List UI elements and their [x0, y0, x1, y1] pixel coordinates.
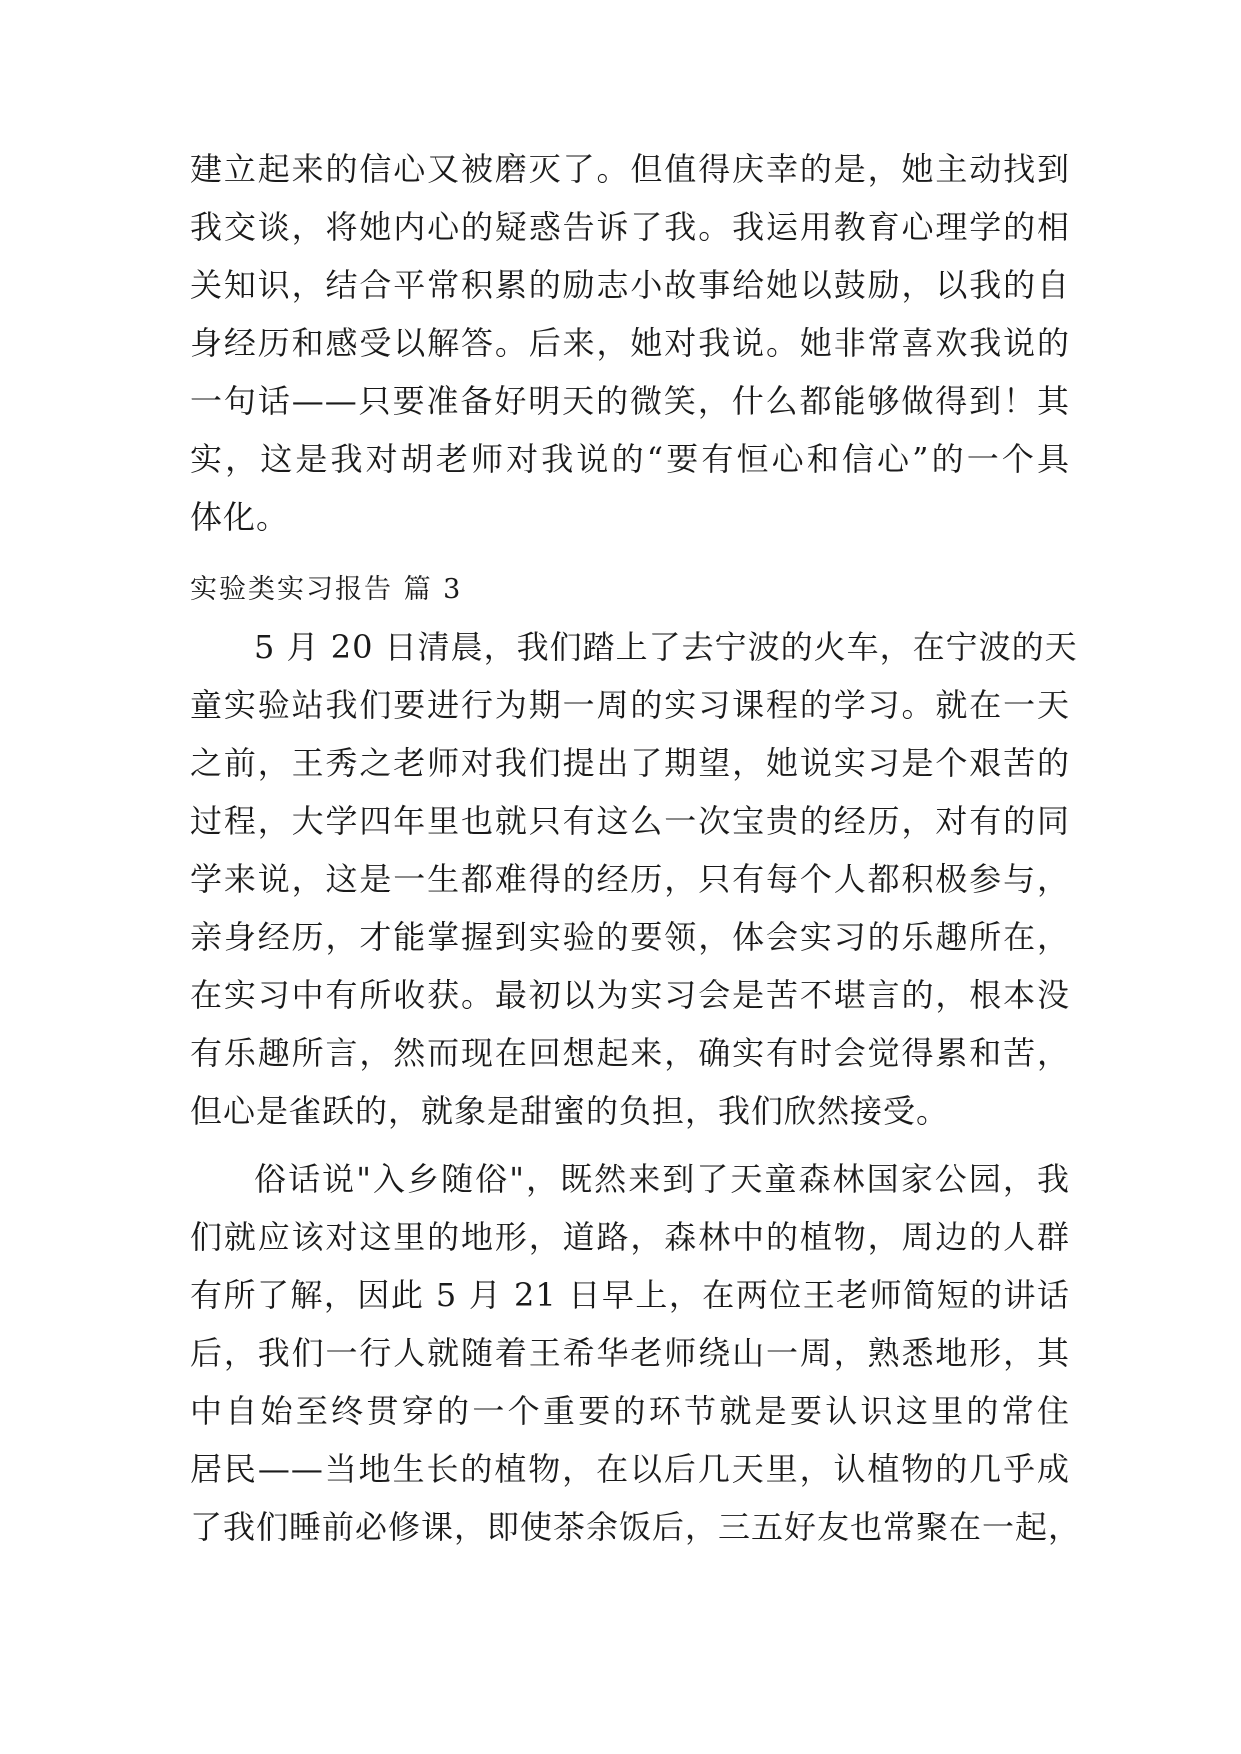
- paragraph-3: [190, 1150, 1082, 1556]
- paragraph-line: 在实习中有所收获。最初以为实习会是苦不堪言的，根本没: [190, 976, 1070, 1014]
- paragraph-line: 亲身经历，才能掌握到实验的要领，体会实习的乐趣所在，: [190, 918, 1070, 956]
- section-title: 实验类实习报告 篇 3: [190, 574, 463, 605]
- paragraph-line: 有乐趣所言，然而现在回想起来，确实有时会觉得累和苦，: [190, 1034, 1070, 1072]
- paragraph-line: 居民——当地生长的植物，在以后几天里，认植物的几乎成: [190, 1450, 1070, 1488]
- paragraph-line: 一句话——只要准备好明天的微笑，什么都能够做得到！其: [190, 382, 1070, 420]
- section-heading: [190, 561, 1070, 619]
- paragraph-line: 俗话说"入乡随俗"，既然来到了天童森林国家公园，我: [254, 1160, 1070, 1198]
- paragraph-line: 有所了解，因此 5 月 21 日早上，在两位王老师简短的讲话: [190, 1276, 1070, 1314]
- paragraph-line: 5 月 20 日清晨，我们踏上了去宁波的火车，在宁波的天: [254, 628, 1078, 666]
- paragraph-line: 过程，大学四年里也就只有这么一次宝贵的经历，对有的同: [190, 802, 1070, 840]
- paragraph-line: 建立起来的信心又被磨灭了。但值得庆幸的是，她主动找到: [190, 150, 1070, 188]
- paragraph-line: 学来说，这是一生都难得的经历，只有每个人都积极参与，: [190, 860, 1070, 898]
- paragraph-line: 关知识，结合平常积累的励志小故事给她以鼓励，以我的自: [190, 266, 1070, 304]
- paragraph-line: 童实验站我们要进行为期一周的实习课程的学习。就在一天: [190, 686, 1070, 724]
- paragraph-line: 但心是雀跃的，就象是甜蜜的负担，我们欣然接受。: [190, 1092, 950, 1130]
- paragraph-line: 中自始至终贯穿的一个重要的环节就是要认识这里的常住: [190, 1392, 1070, 1430]
- paragraph-line: 身经历和感受以解答。后来，她对我说。她非常喜欢我说的: [190, 324, 1070, 362]
- paragraph-line: 体化。: [190, 498, 290, 536]
- paragraph-1: [190, 140, 1070, 546]
- paragraph-line: 后，我们一行人就随着王希华老师绕山一周，熟悉地形，其: [190, 1334, 1070, 1372]
- paragraph-2: [190, 618, 1078, 1140]
- paragraph-line: 之前，王秀之老师对我们提出了期望，她说实习是个艰苦的: [190, 744, 1070, 782]
- paragraph-line: 我交谈，将她内心的疑惑告诉了我。我运用教育心理学的相: [190, 208, 1070, 246]
- paragraph-line: 们就应该对这里的地形，道路，森林中的植物，周边的人群: [190, 1218, 1070, 1256]
- paragraph-line: 实，这是我对胡老师对我说的“要有恒心和信心”的一个具: [190, 440, 1070, 478]
- paragraph-line: 了我们睡前必修课，即使茶余饭后，三五好友也常聚在一起，: [190, 1508, 1082, 1546]
